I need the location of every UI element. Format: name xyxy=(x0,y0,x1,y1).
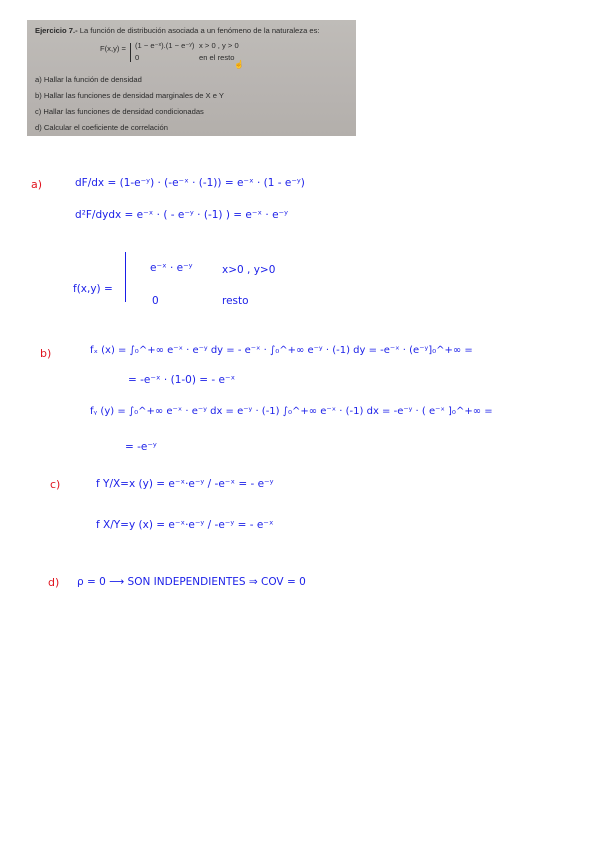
part-a-label: a) xyxy=(31,178,43,191)
density-condition-1: x>0 , y>0 xyxy=(222,264,276,276)
part-b-marginal-x-result: = -e⁻ˣ · (1-0) = - e⁻ˣ xyxy=(128,374,236,386)
piecewise-condition-2: en el resto xyxy=(199,53,235,62)
part-b-marginal-x: fₓ (x) = ∫₀^+∞ e⁻ˣ · e⁻ʸ dy = - e⁻ˣ · ∫₀^+∞ e⁻ʸ · (-1) dy = -e⁻ˣ · (e⁻ʸ]₀^+∞ = xyxy=(90,345,473,356)
piecewise-case-2: 0 xyxy=(135,53,140,62)
part-b-marginal-y: fᵧ (y) = ∫₀^+∞ e⁻ˣ · e⁻ʸ dx = e⁻ʸ · (-1) ∫₀^+∞ e⁻ˣ · (-1) dx = -e⁻ʸ · ( e⁻ˣ ]₀^+∞ = xyxy=(90,406,493,417)
density-brace xyxy=(125,252,134,302)
task-item-d: d) Calcular el coeficiente de correlación xyxy=(35,123,168,132)
exercise-title xyxy=(35,26,320,35)
part-c-conditional-y: f Y/X=x (y) = e⁻ˣ·e⁻ʸ / -e⁻ˣ = - e⁻ʸ xyxy=(96,478,274,490)
piecewise-brace xyxy=(130,43,134,62)
hand-cursor-icon: ☝ xyxy=(234,60,244,69)
piecewise-case-1: (1 − e⁻ˣ).(1 − e⁻ʸ) xyxy=(135,41,195,50)
task-item-a: a) Hallar la función de densidad xyxy=(35,75,142,84)
exercise-number: Ejercicio 7.- xyxy=(35,26,78,35)
part-b-label: b) xyxy=(40,347,52,360)
part-b-marginal-y-result: = -e⁻ʸ xyxy=(125,441,157,453)
distribution-function-label: F(x,y) = xyxy=(100,44,126,53)
part-c-label: c) xyxy=(50,478,61,491)
density-case-2: 0 xyxy=(152,295,159,307)
exercise-prompt: La función de distribución asociada a un fenómeno de la naturaleza es: xyxy=(77,26,320,35)
part-a-derivative-x: dF/dx = (1-e⁻ʸ) · (-e⁻ˣ · (-1)) = e⁻ˣ · (1 - e⁻ʸ) xyxy=(75,177,305,189)
part-d-label: d) xyxy=(48,576,60,589)
part-c-conditional-x: f X/Y=y (x) = e⁻ˣ·e⁻ʸ / -e⁻ʸ = - e⁻ˣ xyxy=(96,519,274,531)
task-item-b: b) Hallar las funciones de densidad marginales de X e Y xyxy=(35,91,224,100)
piecewise-condition-1: x > 0 , y > 0 xyxy=(199,41,239,50)
density-function-label: f(x,y) = xyxy=(73,283,113,295)
problem-statement-photo xyxy=(27,20,356,136)
density-condition-2: resto xyxy=(222,295,249,307)
part-d-correlation: ρ = 0 ⟶ SON INDEPENDIENTES ⇒ COV = 0 xyxy=(77,576,306,588)
part-a-derivative-xy: d²F/dydx = e⁻ˣ · ( - e⁻ʸ · (-1) ) = e⁻ˣ · e⁻ʸ xyxy=(75,209,289,221)
density-case-1: e⁻ˣ · e⁻ʸ xyxy=(150,262,193,274)
task-item-c: c) Hallar las funciones de densidad condicionadas xyxy=(35,107,204,116)
